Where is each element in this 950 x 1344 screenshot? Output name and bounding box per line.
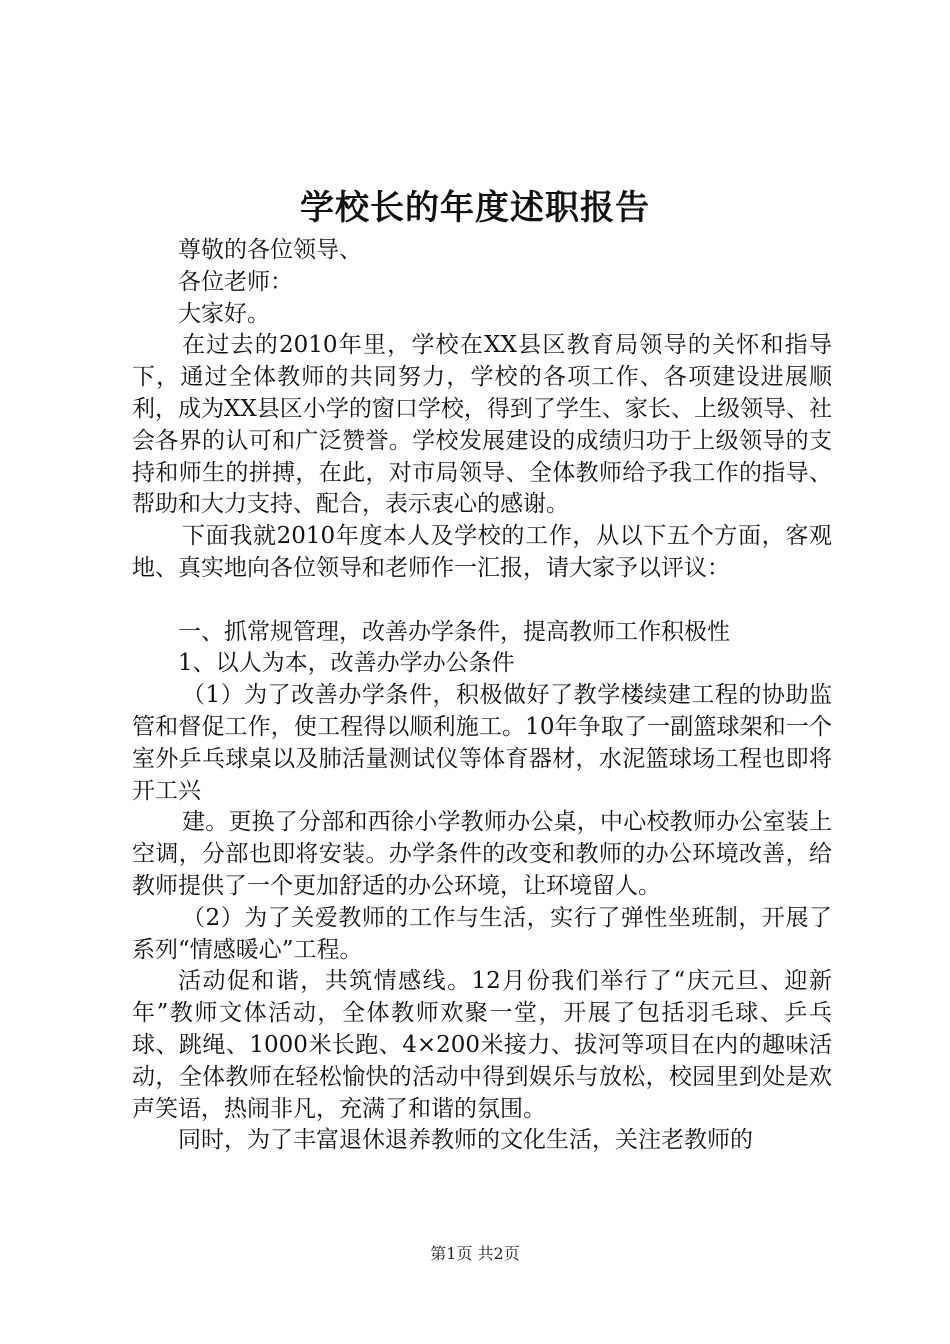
- page-number: 第1页 共2页: [430, 1244, 520, 1263]
- greeting-line: 各位老师：: [178, 268, 293, 295]
- document-body: [132, 235, 832, 1157]
- paragraph-thanks: 在过去的2010年里，学校在XX县区教育局领导的关怀和指导下，通过全体教师的共同努力，学校的各项工作、各项建设进展顺利，成为XX县区小学的窗口学校，得到了学生、家长、上级领导、社会各界的认可和广泛赞誉。学校发展建设的成绩归功于上级领导的支持和师生的拼搏，在此，对市局领导、全体教师给予我工作的指导、帮助和大力支持、配合，表示衷心的感谢。: [132, 332, 832, 518]
- greeting-line: 尊敬的各位领导、: [178, 237, 362, 263]
- paragraph-care: （2）为了关爱教师的工作与生活，实行了弹性坐班制，开展了系列“情感暖心”工程。: [132, 904, 832, 963]
- subsection-heading: 1、以人为本，改善办学办公条件: [178, 650, 515, 677]
- section-heading: 一、抓常规管理，改善办学条件，提高教师工作积极性: [178, 618, 730, 645]
- paragraph-retirees: 同时，为了丰富退休退养教师的文化生活，关注老教师的: [178, 1127, 753, 1154]
- paragraph-activities: 活动促和谐，共筑情感线。12月份我们举行了“庆元旦、迎新年”教师文体活动，全体教师欢聚一堂，开展了包括羽毛球、乒乓球、跳绳、1000米长跑、4×200米接力、拔河等项目在内的趣味活动，全体教师在轻松愉快的活动中得到娱乐与放松，校园里到处是欢声笑语，热闹非凡，充满了和谐的氛围。: [132, 968, 832, 1122]
- paragraph-overview: 下面我就2010年度本人及学校的工作，从以下五个方面，客观地、真实地向各位领导和老师作一汇报，请大家予以评议：: [132, 523, 832, 581]
- paragraph-gap: [132, 585, 832, 617]
- paragraph-conditions: （1）为了改善办学条件，积极做好了教学楼续建工程的协助监管和督促工作，使工程得以顺利施工。10年争取了一副篮球架和一个室外乒乓球桌以及肺活量测试仪等体育器材，水泥篮球场工程也即将开工兴: [132, 682, 832, 804]
- paragraph-office: 建。更换了分部和西徐小学教师办公桌，中心校教师办公室装上空调，分部也即将安装。办学条件的改变和教师的办公环境改善，给教师提供了一个更加舒适的办公环境，让环境留人。: [132, 809, 832, 899]
- greeting-line: 大家好。: [178, 300, 270, 327]
- document-title: 学校长的年度述职报告: [300, 188, 650, 228]
